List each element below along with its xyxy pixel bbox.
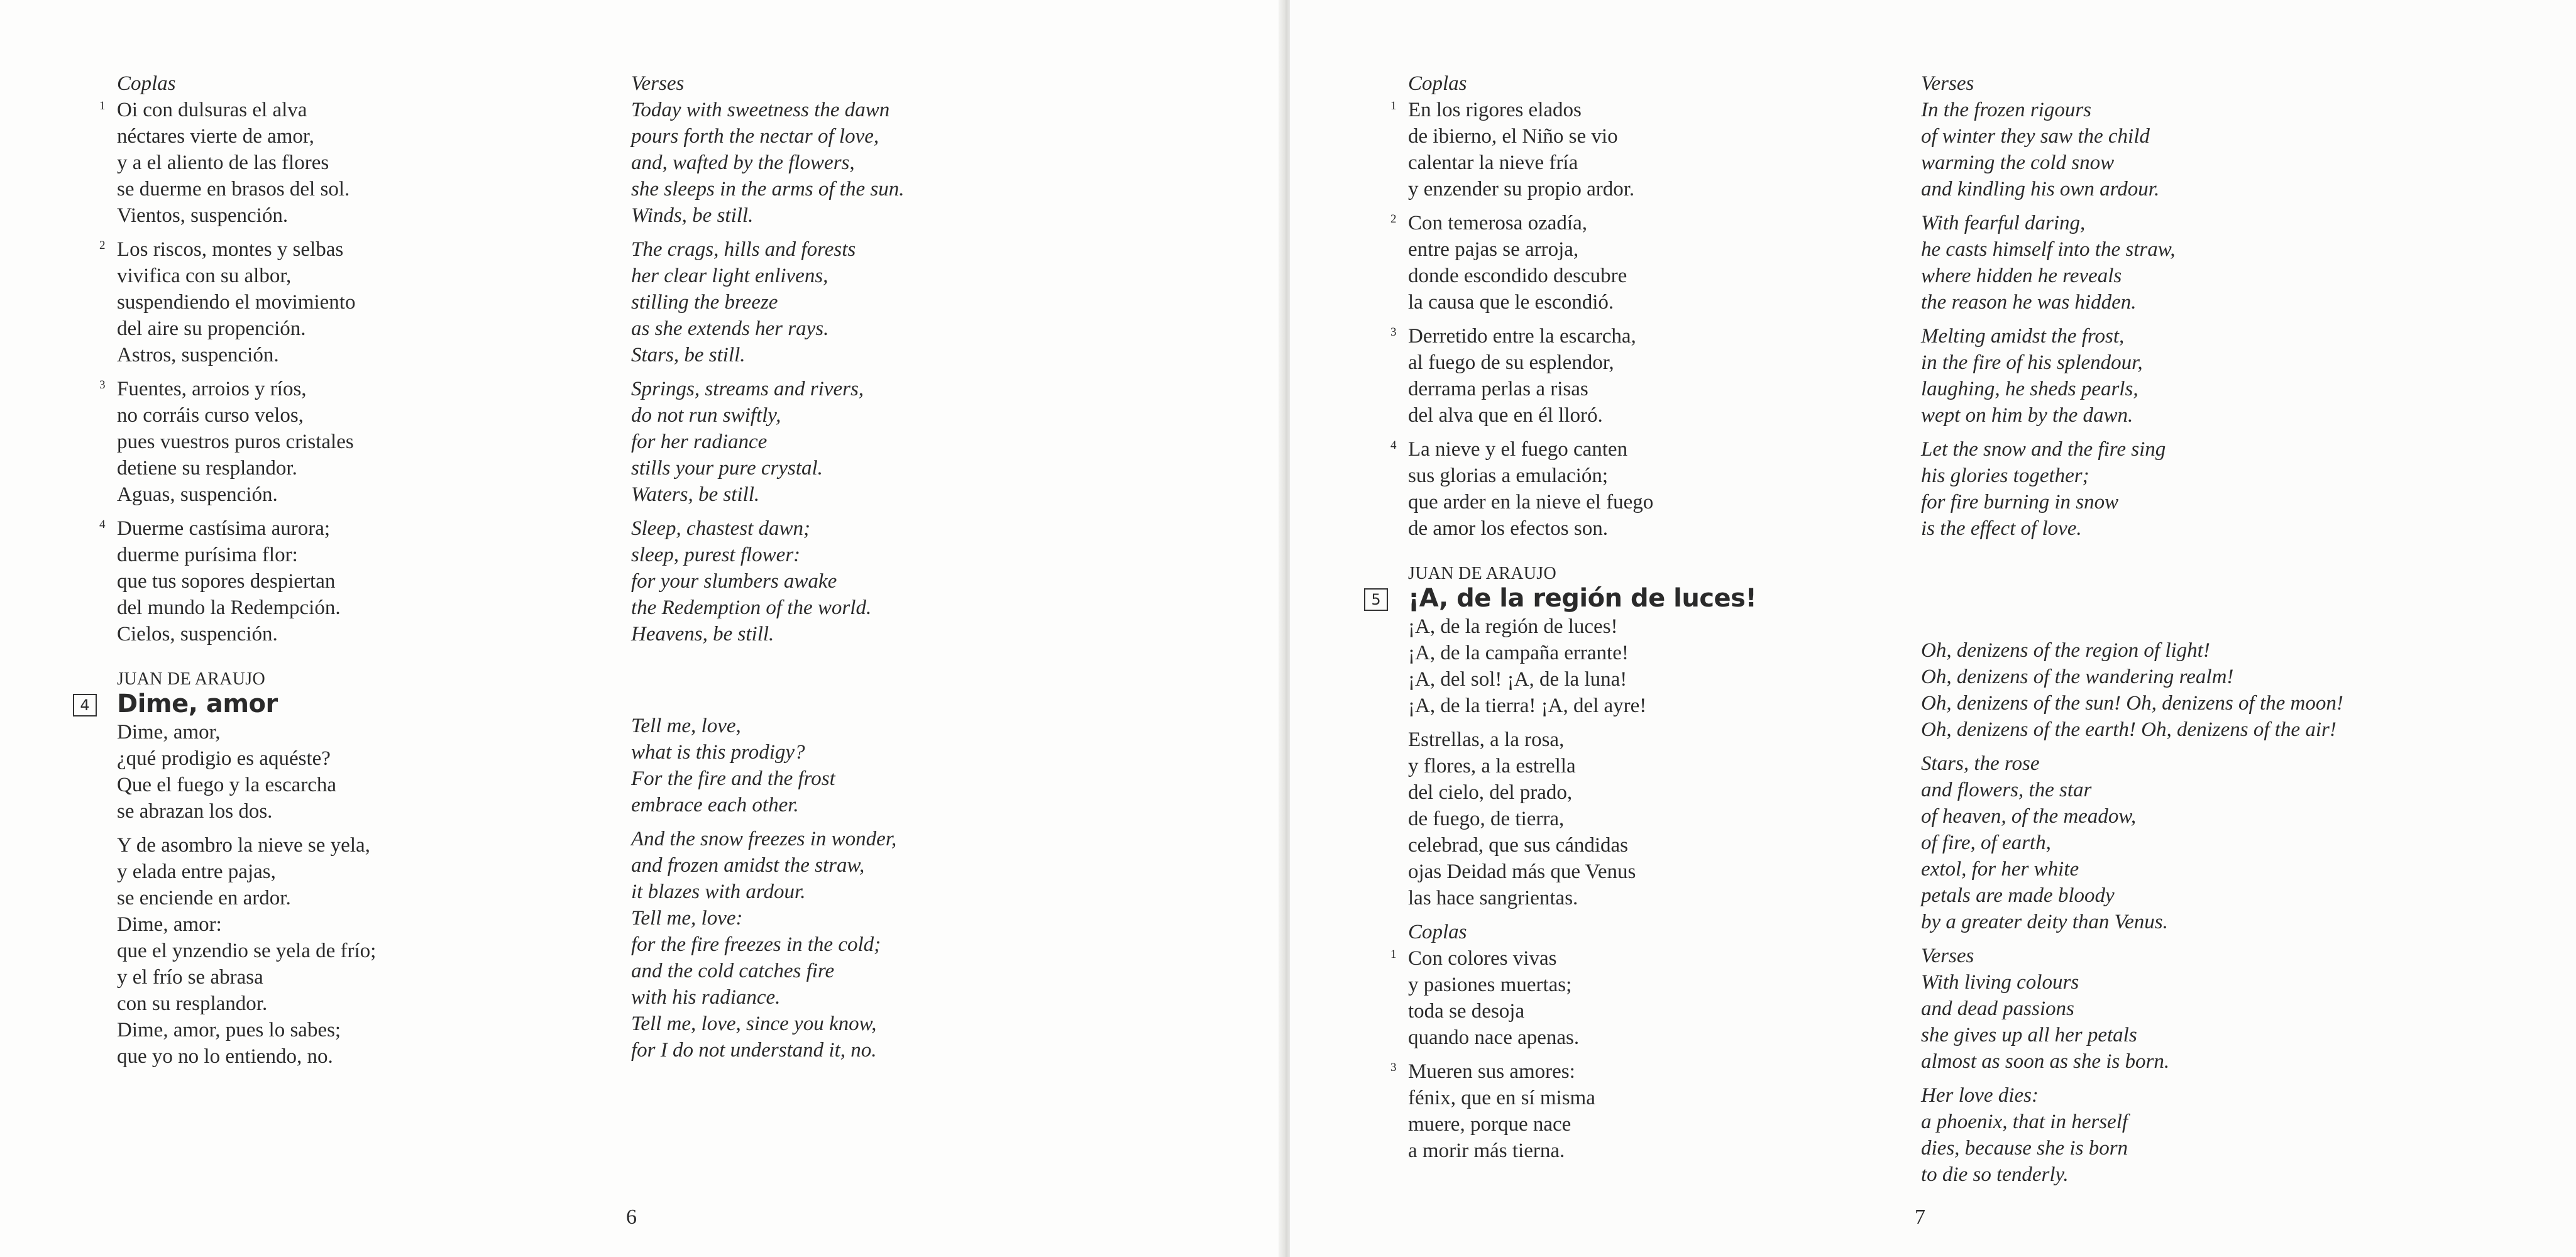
track-number-box: 5: [1364, 588, 1388, 611]
verses-heading: Verses: [1921, 72, 1974, 95]
left-spanish-column: [80, 70, 557, 1077]
verse-line: embrace each other.: [631, 794, 799, 816]
verse-line: ¿qué prodigio es aquéste?: [117, 747, 331, 770]
translation-stanza: [631, 515, 1084, 647]
translation-stanza: [631, 236, 1084, 368]
verse-stanza: [1390, 1058, 1861, 1164]
verse-line: Oh, denizens of the earth! Oh, denizens of the air!: [1921, 718, 2337, 741]
verse-line: wept on him by the dawn.: [1921, 404, 2133, 427]
verse-line: y a el aliento de las flores: [117, 151, 329, 174]
verse-line: dies, because she is born: [1921, 1137, 2128, 1160]
verse-line: Let the snow and the fire sing: [1921, 438, 2166, 461]
piece-title: Dime, amor: [117, 689, 278, 718]
verse-line: Derretido entre la escarcha,: [1408, 325, 1636, 348]
piece-header: [80, 689, 557, 718]
verse-line: stills your pure crystal.: [631, 457, 823, 480]
verse-line: Oh, denizens of the region of light!: [1921, 639, 2210, 662]
verse-line: Cielos, suspención.: [117, 623, 278, 645]
translation-stanza: [1921, 1082, 2487, 1188]
page-number: 7: [1915, 1205, 1925, 1229]
verse-line: ¡A, de la tierra! ¡A, del ayre!: [1408, 694, 1647, 717]
right-english-column: [1921, 70, 2487, 1195]
verse-stanza: [1390, 323, 1861, 429]
composer-name: JUAN DE ARAUJO: [1408, 564, 1556, 583]
verse-line: Today with sweetness the dawn: [631, 99, 890, 121]
verse-stanza: [99, 97, 557, 229]
verse-line: no corráis curso velos,: [117, 404, 304, 427]
verse-line: derrama perlas a risas: [1408, 378, 1588, 400]
verse-line: her clear light enlivens,: [631, 265, 828, 287]
verse-line: she gives up all her petals: [1921, 1024, 2137, 1046]
verse-line: del alva que en él lloró.: [1408, 404, 1603, 427]
verse-line: The crags, hills and forests: [631, 238, 856, 261]
verse-line: it blazes with ardour.: [631, 881, 806, 903]
verse-line: Tell me, love:: [631, 907, 743, 930]
verse-line: what is this prodigy?: [631, 741, 805, 764]
verse-line: of fire, of earth,: [1921, 832, 2051, 854]
verse-line: detiene su resplandor.: [117, 457, 297, 480]
verse-line: sleep, purest flower:: [631, 544, 801, 566]
verse-line: de amor los efectos son.: [1408, 517, 1608, 540]
verse-line: ojas Deidad más que Venus: [1408, 860, 1636, 883]
verse-line: suspendiendo el movimiento: [117, 291, 356, 314]
verse-line: vivifica con su albor,: [117, 265, 292, 287]
verse-line: Melting amidst the frost,: [1921, 325, 2125, 348]
verse-line: and, wafted by the flowers,: [631, 151, 855, 174]
verse-line: Waters, be still.: [631, 483, 760, 506]
stanza-number: 1: [1390, 99, 1397, 113]
verse-line: For the fire and the frost: [631, 767, 835, 790]
verse-line: in the fire of his splendour,: [1921, 351, 2143, 374]
verse-stanza: [1390, 436, 1861, 542]
verse-line: Aguas, suspención.: [117, 483, 278, 506]
verse-line: with his radiance.: [631, 986, 781, 1009]
lyric-stanza: [117, 832, 557, 1070]
verse-line: and dead passions: [1921, 997, 2074, 1020]
verse-line: he casts himself into the straw,: [1921, 238, 2176, 261]
translation-stanza: [631, 376, 1084, 508]
verse-line: donde escondido descubre: [1408, 265, 1627, 287]
verses-heading: Verses: [631, 72, 685, 95]
stanza-number: 2: [99, 239, 106, 252]
verse-line: se enciende en ardor.: [117, 887, 291, 909]
verse-line: stilling the breeze: [631, 291, 778, 314]
stanza-number: 1: [1390, 948, 1397, 961]
verse-line: extol, for her white: [1921, 858, 2079, 881]
verse-line: the Redemption of the world.: [631, 596, 872, 619]
right-spanish-column: [1371, 70, 1861, 1172]
verse-line: la causa que le escondió.: [1408, 291, 1614, 314]
verse-line: Los riscos, montes y selbas: [117, 238, 344, 261]
stanza-number: 4: [1390, 439, 1397, 452]
verse-line: for I do not understand it, no.: [631, 1039, 877, 1062]
verse-line: a morir más tierna.: [1408, 1139, 1565, 1162]
verse-line: celebrad, que sus cándidas: [1408, 834, 1629, 857]
verse-line: Que el fuego y la escarcha: [117, 774, 337, 796]
verse-line: duerme purísima flor:: [117, 544, 298, 566]
translation-stanza: [631, 713, 1084, 818]
verse-line: his glories together;: [1921, 464, 2089, 487]
coplas-heading: Coplas: [1408, 921, 1467, 943]
verse-line: to die so tenderly.: [1921, 1163, 2069, 1186]
translation-stanza: [1921, 97, 2487, 202]
verse-line: de ibierno, el Niño se vio: [1408, 125, 1618, 148]
verse-line: y el frío se abrasa: [117, 966, 263, 989]
verse-line: by a greater deity than Venus.: [1921, 911, 2168, 933]
stanza-number: 2: [1390, 212, 1397, 226]
verse-line: she sleeps in the arms of the sun.: [631, 178, 905, 200]
lyric-stanza: [1408, 727, 1861, 911]
verse-line: La nieve y el fuego canten: [1408, 438, 1628, 461]
verse-line: Astros, suspención.: [117, 344, 279, 366]
verse-line: Y de asombro la nieve se yela,: [117, 834, 370, 857]
verse-line: Springs, streams and rivers,: [631, 378, 864, 400]
verse-line: Mueren sus amores:: [1408, 1060, 1575, 1083]
verse-stanza: [99, 515, 557, 647]
left-page: [0, 0, 1284, 1257]
verse-line: y elada entre pajas,: [117, 860, 276, 883]
verse-line: néctares vierte de amor,: [117, 125, 314, 148]
verse-line: for her radiance: [631, 431, 768, 453]
verse-line: al fuego de su esplendor,: [1408, 351, 1614, 374]
verse-line: pues vuestros puros cristales: [117, 431, 354, 453]
verse-stanza: [1390, 97, 1861, 202]
verse-line: Oh, denizens of the wandering realm!: [1921, 666, 2234, 688]
translation-stanza: [1921, 750, 2487, 935]
translation-stanza: [631, 97, 1084, 229]
verse-line: With living colours: [1921, 971, 2079, 994]
track-number-box: 4: [73, 694, 97, 716]
verse-line: Duerme castísima aurora;: [117, 517, 331, 540]
composer-name: JUAN DE ARAUJO: [117, 669, 265, 689]
verse-line: Her love dies:: [1921, 1084, 2039, 1107]
verse-line: y pasiones muertas;: [1408, 974, 1572, 996]
verse-line: Heavens, be still.: [631, 623, 774, 645]
verse-line: petals are made bloody: [1921, 884, 2115, 907]
stanza-number: 3: [1390, 1061, 1397, 1074]
verse-line: a phoenix, that in herself: [1921, 1111, 2128, 1133]
verse-line: and flowers, the star: [1921, 779, 2092, 801]
verse-stanza: [1390, 945, 1861, 1051]
verse-line: Stars, the rose: [1921, 752, 2040, 775]
translation-stanza: [1921, 969, 2487, 1075]
verse-line: que yo no lo entiendo, no.: [117, 1045, 333, 1068]
verse-line: pours forth the nectar of love,: [631, 125, 879, 148]
verse-line: laughing, he sheds pearls,: [1921, 378, 2138, 400]
verse-line: entre pajas se arroja,: [1408, 238, 1579, 261]
verse-line: do not run swiftly,: [631, 404, 781, 427]
piece-title: ¡A, de la región de luces!: [1408, 584, 1757, 613]
translation-stanza: [1921, 637, 2487, 743]
verse-line: y enzender su propio ardor.: [1408, 178, 1635, 200]
verse-line: for fire burning in snow: [1921, 491, 2119, 513]
verse-line: In the frozen rigours: [1921, 99, 2092, 121]
verse-line: and the cold catches fire: [631, 960, 835, 982]
verse-line: Stars, be still.: [631, 344, 746, 366]
verse-line: Sleep, chastest dawn;: [631, 517, 811, 540]
verse-line: Dime, amor:: [117, 913, 222, 936]
verse-line: del cielo, del prado,: [1408, 781, 1573, 804]
verse-line: del mundo la Redempción.: [117, 596, 341, 619]
verse-line: Fuentes, arroios y ríos,: [117, 378, 307, 400]
verse-line: que arder en la nieve el fuego: [1408, 491, 1654, 513]
verse-line: Tell me, love,: [631, 715, 741, 737]
verse-line: que tus sopores despiertan: [117, 570, 336, 593]
verse-line: fénix, que en sí misma: [1408, 1087, 1595, 1109]
verse-line: En los rigores elados: [1408, 99, 1582, 121]
verse-line: con su resplandor.: [117, 992, 268, 1015]
verse-line: toda se desoja: [1408, 1000, 1525, 1023]
verse-line: is the effect of love.: [1921, 517, 2082, 540]
verse-line: y flores, a la estrella: [1408, 755, 1576, 777]
verse-line: Con temerosa ozadía,: [1408, 212, 1587, 234]
verse-line: of winter they saw the child: [1921, 125, 2150, 148]
verse-line: Tell me, love, since you know,: [631, 1013, 877, 1035]
verse-line: Vientos, suspención.: [117, 204, 289, 227]
stanza-number: 3: [99, 378, 106, 392]
verse-line: ¡A, del sol! ¡A, de la luna!: [1408, 668, 1627, 691]
verse-line: With fearful daring,: [1921, 212, 2086, 234]
verse-line: Winds, be still.: [631, 204, 754, 227]
verse-line: sus glorias a emulación;: [1408, 464, 1609, 487]
left-english-column: [631, 70, 1084, 1071]
verse-line: Oh, denizens of the sun! Oh, denizens of the moon!: [1921, 692, 2343, 715]
page-number: 6: [626, 1205, 637, 1229]
coplas-heading: Coplas: [117, 72, 176, 95]
verse-line: quando nace apenas.: [1408, 1026, 1580, 1049]
verse-line: of heaven, of the meadow,: [1921, 805, 2137, 828]
verse-line: ¡A, de la campaña errante!: [1408, 642, 1629, 664]
translation-stanza: [1921, 323, 2487, 429]
piece-header: [1371, 584, 1861, 613]
title-spacer: [631, 655, 1084, 713]
verse-line: se abrazan los dos.: [117, 800, 273, 823]
verse-line: Dime, amor, pues lo sabes;: [117, 1019, 341, 1041]
verse-stanza: [99, 236, 557, 368]
verse-line: muere, porque nace: [1408, 1113, 1571, 1136]
verse-line: And the snow freezes in wonder,: [631, 828, 897, 850]
stanza-number: 4: [99, 518, 106, 531]
verse-line: de fuego, de tierra,: [1408, 808, 1565, 830]
verse-line: calentar la nieve fría: [1408, 151, 1578, 174]
translation-stanza: [631, 826, 1084, 1063]
verse-line: Oi con dulsuras el alva: [117, 99, 307, 121]
verse-line: se duerme en brasos del sol.: [117, 178, 350, 200]
verse-line: Estrellas, a la rosa,: [1408, 728, 1565, 751]
coplas-heading: Coplas: [1408, 72, 1467, 95]
lyric-stanza: [1408, 613, 1861, 719]
verse-line: for the fire freezes in the cold;: [631, 933, 881, 956]
verse-line: warming the cold snow: [1921, 151, 2115, 174]
verse-line: for your slumbers awake: [631, 570, 837, 593]
title-spacer: [1921, 549, 2487, 637]
verse-line: as she extends her rays.: [631, 317, 829, 340]
verse-line: Con colores vivas: [1408, 947, 1557, 970]
verse-line: Dime, amor,: [117, 721, 221, 744]
verses-heading: Verses: [1921, 945, 1974, 967]
verse-line: and kindling his own ardour.: [1921, 178, 2160, 200]
verse-line: almost as soon as she is born.: [1921, 1050, 2170, 1073]
verse-stanza: [99, 376, 557, 508]
verse-line: where hidden he reveals: [1921, 265, 2122, 287]
stanza-number: 3: [1390, 326, 1397, 339]
lyric-stanza: [117, 719, 557, 825]
verse-line: las hace sangrientas.: [1408, 887, 1578, 909]
translation-stanza: [1921, 436, 2487, 542]
verse-line: the reason he was hidden.: [1921, 291, 2137, 314]
verse-line: ¡A, de la región de luces!: [1408, 615, 1618, 638]
verse-line: and frozen amidst the straw,: [631, 854, 865, 877]
translation-stanza: [1921, 210, 2487, 316]
stanza-number: 1: [99, 99, 106, 113]
verse-stanza: [1390, 210, 1861, 316]
verse-line: que el ynzendio se yela de frío;: [117, 940, 377, 962]
verse-line: del aire su propención.: [117, 317, 306, 340]
